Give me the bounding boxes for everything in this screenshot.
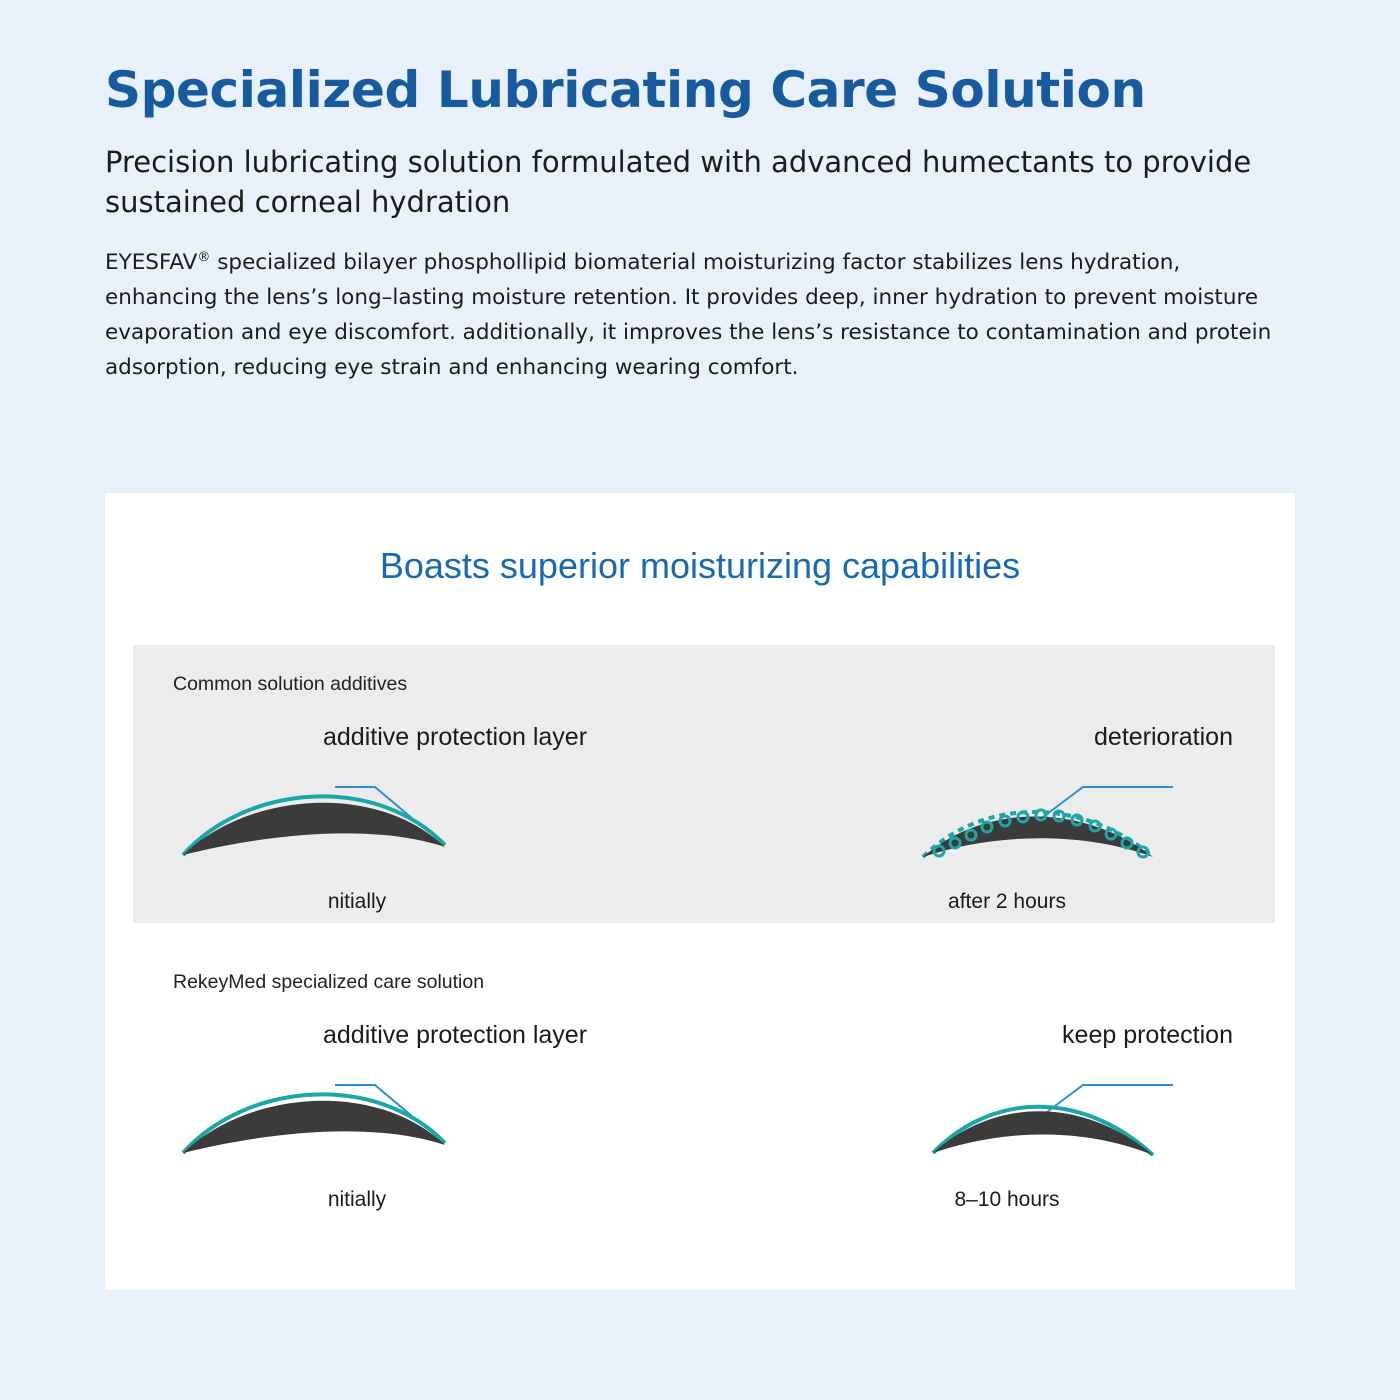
lens-illustration-icon — [175, 745, 655, 905]
panel-rekeymed-solution — [133, 943, 1275, 1243]
lens-diagram-common-after — [753, 723, 1233, 913]
callout-label-keep-protection: keep protection — [1062, 1021, 1233, 1049]
page-subtitle: Precision lubricating solution formulated with advanced humectants to provide sustained corneal hydration — [105, 145, 1252, 220]
card-title: Boasts superior moisturizing capabilities — [379, 545, 1021, 586]
callout-label-additive-protection-layer: additive protection layer — [323, 723, 588, 751]
lens-diagram-rekeymed-initial — [175, 1021, 655, 1211]
lens-illustration-degraded-icon — [753, 745, 1233, 905]
caption-initially: nitially — [327, 890, 387, 913]
lens-illustration-protected-icon — [753, 1043, 1233, 1203]
panel-label-rekeymed: RekeyMed specialized care solution — [173, 971, 485, 993]
panel-common-solution — [133, 645, 1275, 923]
page-title: Specialized Lubricating Care Solution — [105, 61, 1146, 119]
caption-after-2-hours: after 2 hours — [948, 890, 1066, 913]
callout-label-deterioration: deterioration — [1094, 723, 1233, 751]
panel-label-common: Common solution additives — [173, 673, 408, 695]
callout-label-additive-protection-layer-2: additive protection layer — [323, 1021, 588, 1049]
lens-illustration-icon — [175, 1043, 655, 1203]
lens-diagram-common-initial — [175, 723, 655, 913]
caption-8-10-hours: 8–10 hours — [954, 1188, 1060, 1211]
feature-card — [105, 493, 1295, 1290]
caption-initially-2: nitially — [327, 1188, 387, 1211]
lens-diagram-rekeymed-after — [753, 1021, 1233, 1211]
body-paragraph: EYESFAV® specialized bilayer phosphollipid biomaterial moisturizing factor stabilizes lens hydration, enhancing the lens’s long–lasting moisture retention. It provides deep, inner hydration to prevent moisture evaporation and eye discomfort. additionally, it improves the lens’s resistance to contamination and protein adsorption, reducing eye strain and enhancing wearing comfort. — [105, 249, 1272, 380]
